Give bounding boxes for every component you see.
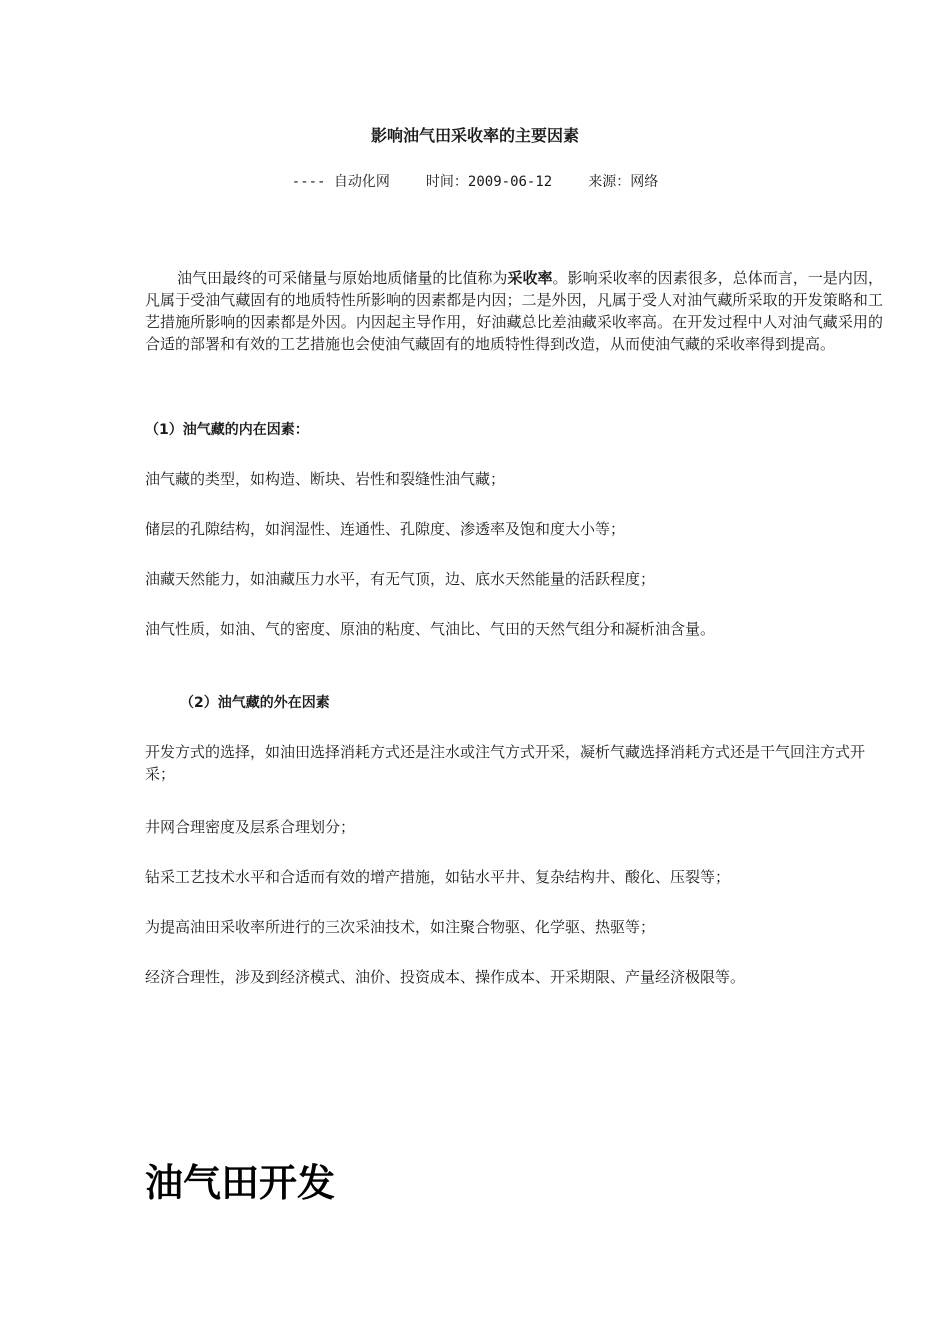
- intro-paragraph: [145, 267, 883, 355]
- intro-text-after: 。影响采收率的因素很多，总体而言，一是内因，凡属于受油气藏固有的地质特性所影响的因素都是内因；二是外因，凡属于受人对油气藏所采取的开发策略和工艺措施所影响的因素都是外因。内因起主导作用，好油藏总比差油藏采收率高。在开发过程中人对油气藏采用的合适的部署和有效的工艺措施也会使油气藏固有的地质特性得到改造，从而使油气藏的采收率得到提高。: [145, 269, 883, 353]
- external-factor-item: 井网合理密度及层系合理划分；: [145, 818, 356, 836]
- internal-factor-item: 油气性质，如油、气的密度、原油的粘度、气油比、气田的天然气组分和凝析油含量。: [145, 620, 716, 638]
- meta-date: 时间：2009-06-12: [425, 174, 553, 190]
- meta-origin: 来源：网络: [588, 174, 659, 190]
- page-title: 影响油气田采收率的主要因素: [370, 126, 579, 145]
- external-factor-item: 经济合理性，涉及到经济模式、油价、投资成本、操作成本、开采期限、产量经济极限等。: [145, 968, 746, 986]
- external-factor-item: 钻采工艺技术水平和合适而有效的增产措施，如钻水平井、复杂结构井、酸化、压裂等；: [145, 868, 731, 886]
- external-factor-item: 为提高油田采收率所进行的三次采油技术，如注聚合物驱、化学驱、热驱等；: [145, 918, 656, 936]
- internal-factor-item: 储层的孔隙结构，如润湿性、连通性、孔隙度、渗透率及饱和度大小等；: [145, 520, 626, 538]
- intro-term-recovery-rate: 采收率: [507, 269, 553, 287]
- meta-source-prefix: ---- 自动化网: [291, 174, 390, 190]
- next-section-heading: 油气田开发: [145, 1161, 336, 1205]
- article-meta: [0, 172, 950, 192]
- intro-text-before: 油气田最终的可采储量与原始地质储量的比值称为: [177, 269, 508, 287]
- external-factor-item: 开发方式的选择，如油田选择消耗方式还是注水或注气方式开采，凝析气藏选择消耗方式还是干气回注方式开采；: [145, 743, 866, 783]
- internal-factor-item: 油藏天然能力，如油藏压力水平，有无气顶，边、底水天然能量的活跃程度；: [145, 570, 656, 588]
- section-heading-external: （2）油气藏的外在因素: [180, 695, 330, 711]
- section-heading-internal: （1）油气藏的内在因素：: [145, 422, 309, 438]
- internal-factor-item: 油气藏的类型，如构造、断块、岩性和裂缝性油气藏；: [145, 470, 506, 488]
